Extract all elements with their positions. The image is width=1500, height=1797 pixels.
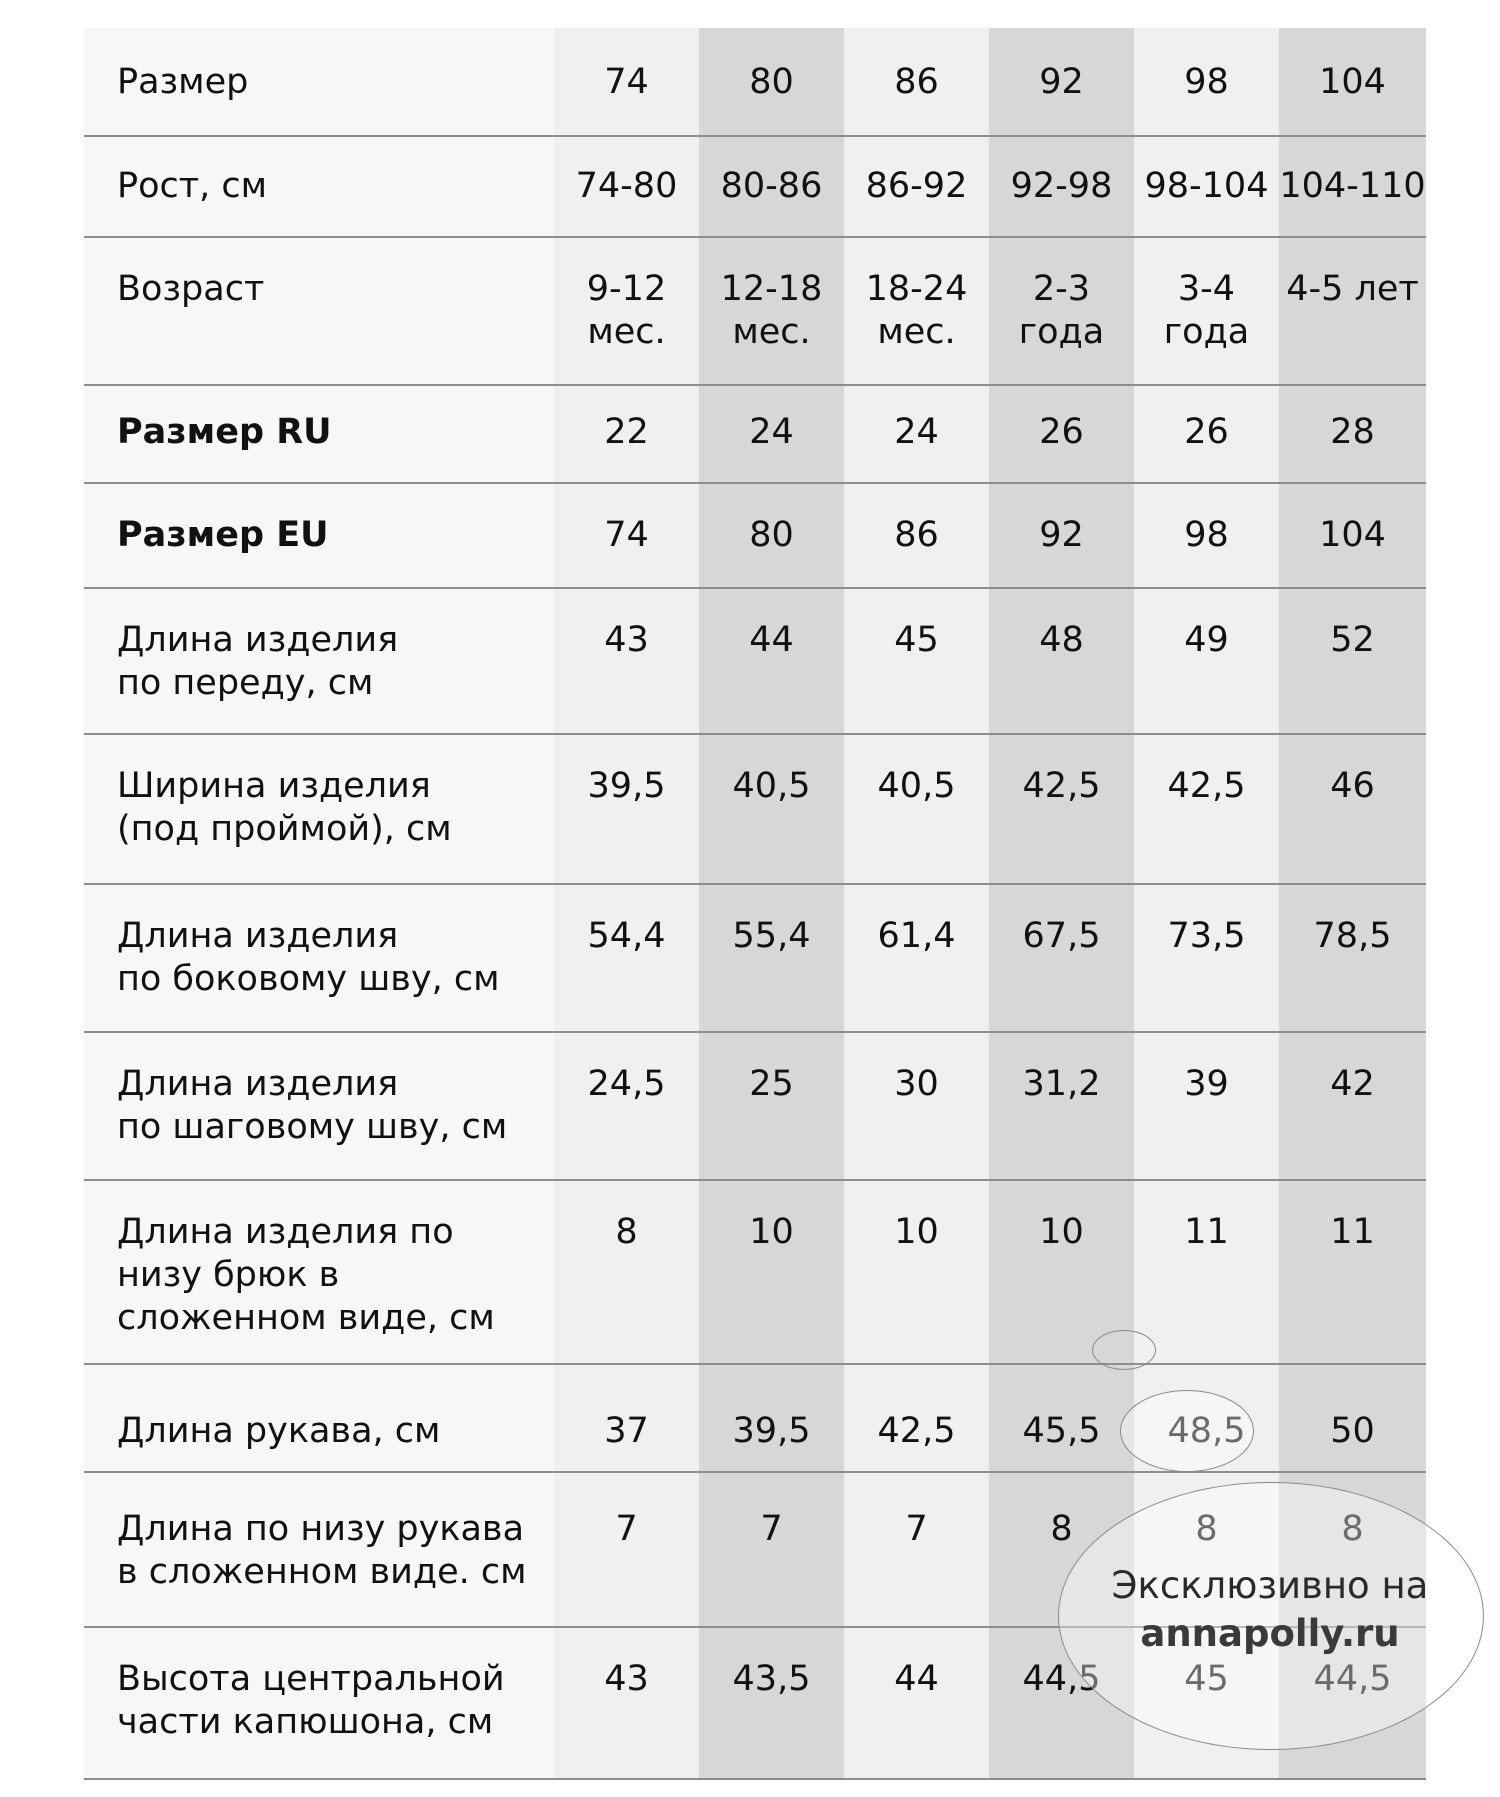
size-cell: 39,5 bbox=[554, 734, 699, 884]
size-cell: 39 bbox=[1134, 1032, 1279, 1180]
size-cell: 43,5 bbox=[699, 1627, 844, 1779]
size-cell: 80 bbox=[699, 483, 844, 588]
size-cell: 86 bbox=[844, 483, 989, 588]
size-cell: 45,5 bbox=[989, 1364, 1134, 1472]
row-label: Длина по низу рукава в сложенном виде. см bbox=[84, 1472, 554, 1627]
size-cell: 24,5 bbox=[554, 1032, 699, 1180]
row-label: Длина изделия по низу брюк в сложенном виде, см bbox=[84, 1180, 554, 1364]
size-cell: 43 bbox=[554, 1627, 699, 1779]
row-label: Рост, см bbox=[84, 136, 554, 237]
size-cell: 8 bbox=[1279, 1472, 1426, 1627]
watermark-small-ellipse bbox=[1092, 1330, 1156, 1370]
size-cell: 22 bbox=[554, 385, 699, 483]
size-cell: 80-86 bbox=[699, 136, 844, 237]
size-cell: 98 bbox=[1134, 28, 1279, 136]
size-cell: 54,4 bbox=[554, 884, 699, 1032]
size-cell: 18-24 мес. bbox=[844, 237, 989, 385]
size-cell: 28 bbox=[1279, 385, 1426, 483]
size-cell: 3-4 года bbox=[1134, 237, 1279, 385]
watermark-line-1: Эксклюзивно на bbox=[1111, 1564, 1429, 1607]
size-cell: 98-104 bbox=[1134, 136, 1279, 237]
size-cell: 42 bbox=[1279, 1032, 1426, 1180]
size-cell: 26 bbox=[989, 385, 1134, 483]
size-cell: 48,5 bbox=[1134, 1364, 1279, 1472]
size-cell: 42,5 bbox=[1134, 734, 1279, 884]
watermark-text bbox=[1058, 1562, 1482, 1658]
size-cell: 11 bbox=[1134, 1180, 1279, 1364]
row-label: Длина изделия по переду, см bbox=[84, 588, 554, 734]
size-cell: 104 bbox=[1279, 28, 1426, 136]
size-cell: 30 bbox=[844, 1032, 989, 1180]
size-cell: 4-5 лет bbox=[1279, 237, 1426, 385]
size-cell: 80 bbox=[699, 28, 844, 136]
size-cell: 7 bbox=[844, 1472, 989, 1627]
row-label: Длина изделия по боковому шву, см bbox=[84, 884, 554, 1032]
row-label: Возраст bbox=[84, 237, 554, 385]
size-cell: 92 bbox=[989, 28, 1134, 136]
size-cell: 67,5 bbox=[989, 884, 1134, 1032]
size-cell: 52 bbox=[1279, 588, 1426, 734]
size-cell: 10 bbox=[699, 1180, 844, 1364]
row-label: Ширина изделия (под проймой), см bbox=[84, 734, 554, 884]
size-cell: 78,5 bbox=[1279, 884, 1426, 1032]
size-cell: 44,5 bbox=[1279, 1627, 1426, 1779]
size-cell: 73,5 bbox=[1134, 884, 1279, 1032]
watermark-site: annapolly.ru bbox=[1140, 1612, 1400, 1655]
size-cell: 8 bbox=[989, 1472, 1134, 1627]
size-cell: 40,5 bbox=[699, 734, 844, 884]
size-cell: 45 bbox=[844, 588, 989, 734]
size-cell: 92-98 bbox=[989, 136, 1134, 237]
size-cell: 46 bbox=[1279, 734, 1426, 884]
size-cell: 10 bbox=[844, 1180, 989, 1364]
table-row bbox=[84, 483, 1426, 588]
size-cell: 8 bbox=[1134, 1472, 1279, 1627]
size-cell: 24 bbox=[699, 385, 844, 483]
row-label: Длина изделия по шаговому шву, см bbox=[84, 1032, 554, 1180]
size-cell: 24 bbox=[844, 385, 989, 483]
size-cell: 9-12 мес. bbox=[554, 237, 699, 385]
size-cell: 12-18 мес. bbox=[699, 237, 844, 385]
size-cell: 74 bbox=[554, 28, 699, 136]
size-cell: 39,5 bbox=[699, 1364, 844, 1472]
size-cell: 48 bbox=[989, 588, 1134, 734]
row-label: Высота центральной части капюшона, см bbox=[84, 1627, 554, 1779]
size-cell: 74-80 bbox=[554, 136, 699, 237]
row-label: Длина рукава, см bbox=[84, 1364, 554, 1472]
size-cell: 50 bbox=[1279, 1364, 1426, 1472]
size-cell: 44 bbox=[844, 1627, 989, 1779]
size-cell: 7 bbox=[699, 1472, 844, 1627]
size-cell: 74 bbox=[554, 483, 699, 588]
size-cell: 40,5 bbox=[844, 734, 989, 884]
size-cell: 31,2 bbox=[989, 1032, 1134, 1180]
size-cell: 55,4 bbox=[699, 884, 844, 1032]
size-cell: 37 bbox=[554, 1364, 699, 1472]
table-row bbox=[84, 28, 1426, 136]
size-cell: 49 bbox=[1134, 588, 1279, 734]
size-cell: 104-110 bbox=[1279, 136, 1426, 237]
table-row bbox=[84, 237, 1426, 385]
table-row bbox=[84, 385, 1426, 483]
size-cell: 104 bbox=[1279, 483, 1426, 588]
table-row bbox=[84, 588, 1426, 734]
table-row bbox=[84, 136, 1426, 237]
row-label: Размер bbox=[84, 28, 554, 136]
size-cell: 42,5 bbox=[989, 734, 1134, 884]
size-cell: 10 bbox=[989, 1180, 1134, 1364]
table-row bbox=[84, 1032, 1426, 1180]
size-cell: 86 bbox=[844, 28, 989, 136]
size-cell: 92 bbox=[989, 483, 1134, 588]
size-cell: 61,4 bbox=[844, 884, 989, 1032]
size-cell: 45 bbox=[1134, 1627, 1279, 1779]
size-cell: 44 bbox=[699, 588, 844, 734]
size-cell: 11 bbox=[1279, 1180, 1426, 1364]
size-cell: 42,5 bbox=[844, 1364, 989, 1472]
size-cell: 44,5 bbox=[989, 1627, 1134, 1779]
size-cell: 25 bbox=[699, 1032, 844, 1180]
row-label: Размер EU bbox=[84, 483, 554, 588]
size-cell: 26 bbox=[1134, 385, 1279, 483]
row-label: Размер RU bbox=[84, 385, 554, 483]
size-cell: 8 bbox=[554, 1180, 699, 1364]
size-cell: 7 bbox=[554, 1472, 699, 1627]
size-cell: 98 bbox=[1134, 483, 1279, 588]
table-row bbox=[84, 734, 1426, 884]
size-cell: 43 bbox=[554, 588, 699, 734]
size-cell: 86-92 bbox=[844, 136, 989, 237]
table-row bbox=[84, 1180, 1426, 1364]
table-row bbox=[84, 884, 1426, 1032]
watermark-mid-ellipse bbox=[1120, 1390, 1254, 1472]
size-cell: 2-3 года bbox=[989, 237, 1134, 385]
